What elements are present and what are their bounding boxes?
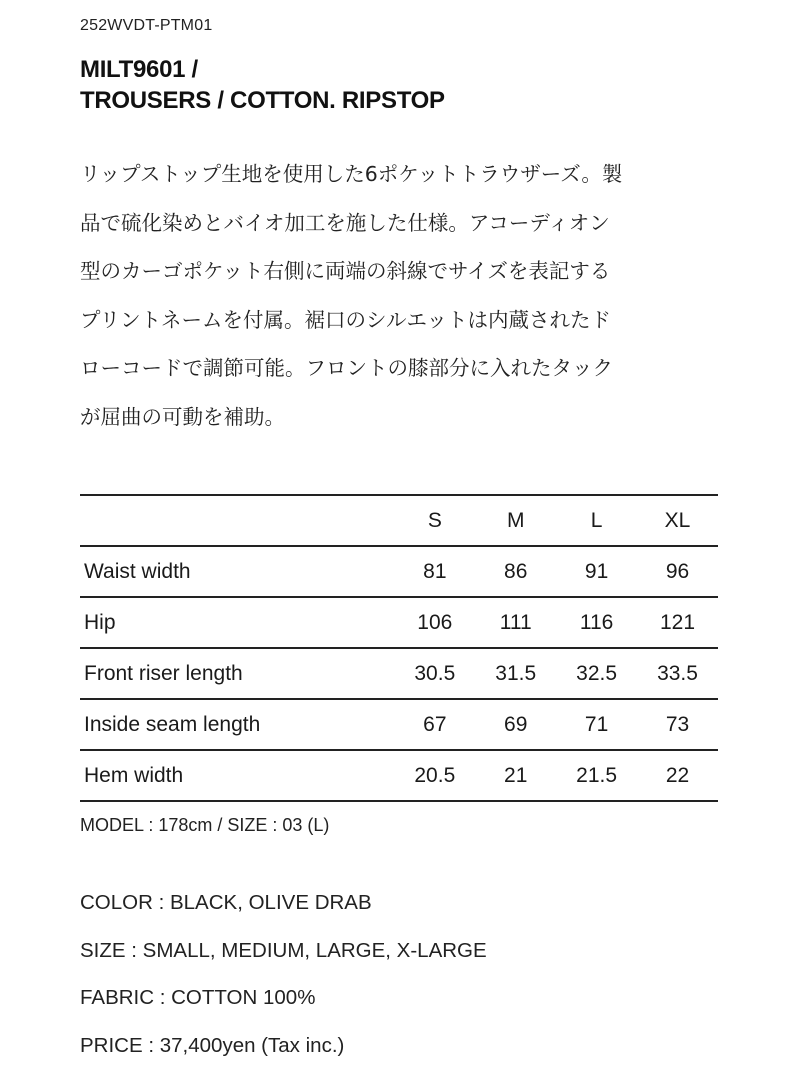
product-code: 252WVDT-PTM01 xyxy=(80,17,213,34)
table-cell: 96 xyxy=(637,546,718,597)
table-row xyxy=(80,648,718,699)
size-header-l: L xyxy=(556,495,637,546)
table-row xyxy=(80,750,718,801)
table-cell: 33.5 xyxy=(637,648,718,699)
description-line: リップストップ生地を使用した6ポケットトラウザーズ。製 xyxy=(80,162,623,186)
size-chart-corner-cell xyxy=(80,495,394,546)
spec-color: COLOR : BLACK, OLIVE DRAB xyxy=(80,891,372,914)
product-title xyxy=(80,54,445,116)
row-label-inside-seam-length: Inside seam length xyxy=(80,699,394,750)
product-title-line-1: MILT9601 / xyxy=(80,56,198,83)
table-cell: 31.5 xyxy=(475,648,556,699)
table-cell: 67 xyxy=(394,699,475,750)
table-cell: 116 xyxy=(556,597,637,648)
table-row xyxy=(80,597,718,648)
table-cell: 121 xyxy=(637,597,718,648)
product-description xyxy=(80,150,720,441)
table-cell: 22 xyxy=(637,750,718,801)
row-label-hem-width: Hem width xyxy=(80,750,394,801)
spec-fabric: FABRIC : COTTON 100% xyxy=(80,986,316,1009)
row-label-waist-width: Waist width xyxy=(80,546,394,597)
table-cell: 73 xyxy=(637,699,718,750)
table-row xyxy=(80,699,718,750)
description-line: ローコードで調節可能。フロントの膝部分に入れたタック xyxy=(80,356,613,380)
size-header-s: S xyxy=(394,495,475,546)
table-cell: 71 xyxy=(556,699,637,750)
row-label-hip: Hip xyxy=(80,597,394,648)
description-line: 型のカーゴポケット右側に両端の斜線でサイズを表記する xyxy=(80,259,611,283)
table-cell: 81 xyxy=(394,546,475,597)
size-header-xl: XL xyxy=(637,495,718,546)
table-cell: 21.5 xyxy=(556,750,637,801)
model-note: MODEL : 178cm / SIZE : 03 (L) xyxy=(80,815,330,835)
table-cell: 111 xyxy=(475,597,556,648)
table-cell: 21 xyxy=(475,750,556,801)
spec-size: SIZE : SMALL, MEDIUM, LARGE, X-LARGE xyxy=(80,938,487,962)
table-cell: 106 xyxy=(394,597,475,648)
product-title-line-2: TROUSERS / COTTON. RIPSTOP xyxy=(80,87,445,114)
table-cell: 69 xyxy=(475,699,556,750)
table-cell: 30.5 xyxy=(394,648,475,699)
spec-price: PRICE : 37,400yen (Tax inc.) xyxy=(80,1033,345,1057)
size-chart-table xyxy=(80,494,718,802)
description-line: 品で硫化染めとバイオ加工を施した仕様。アコーディオン xyxy=(80,210,610,235)
size-header-m: M xyxy=(475,495,556,546)
table-cell: 20.5 xyxy=(394,750,475,801)
description-line: が屈曲の可動を補助。 xyxy=(80,404,285,429)
size-chart-header-row xyxy=(80,495,718,546)
table-cell: 86 xyxy=(475,546,556,597)
row-label-front-riser-length: Front riser length xyxy=(80,648,394,699)
table-cell: 91 xyxy=(556,546,637,597)
table-row xyxy=(80,546,718,597)
table-cell: 32.5 xyxy=(556,648,637,699)
description-line: プリントネームを付属。裾口のシルエットは内蔵されたド xyxy=(80,307,612,332)
product-specs xyxy=(80,879,487,1069)
